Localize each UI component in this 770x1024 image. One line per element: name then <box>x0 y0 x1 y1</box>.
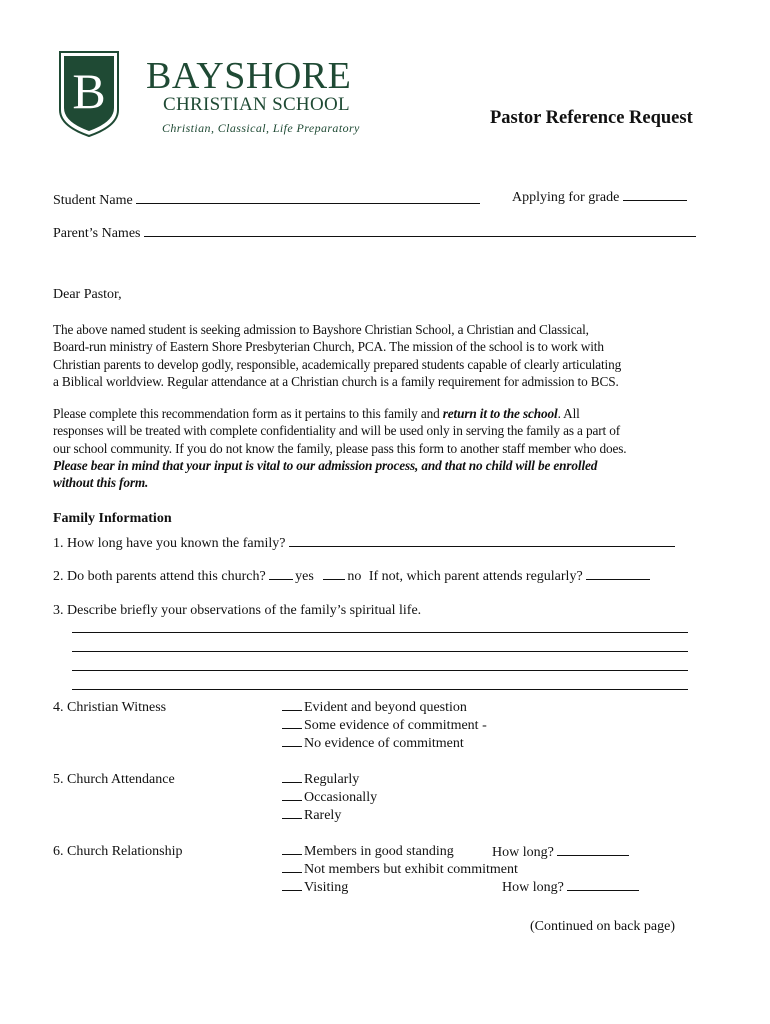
question-2-followup: If not, which parent attends regularly? <box>368 569 583 584</box>
question-6-options <box>282 843 518 897</box>
crest-shield-icon <box>56 48 122 138</box>
question-2 <box>53 567 650 585</box>
instructions-line: responses will be treated with complete confidentiality and will be used only in serving the family as a part of <box>53 423 620 439</box>
grade-row <box>512 188 687 206</box>
applying-grade-label: Applying for grade <box>512 190 620 205</box>
yes-label: yes <box>295 569 314 584</box>
how-long-row-1: How long? <box>492 843 629 861</box>
svg-text:B: B <box>72 63 106 119</box>
question-3-answer-area[interactable] <box>72 620 688 690</box>
option-row[interactable]: Some evidence of commitment - <box>282 717 487 735</box>
continued-note: (Continued on back page) <box>530 919 676 934</box>
school-crest <box>56 48 122 138</box>
no-blank[interactable] <box>323 568 345 580</box>
option-row[interactable]: Members in good standing <box>282 843 518 861</box>
student-name-field[interactable] <box>136 191 480 204</box>
intro-line: The above named student is seeking admission to Bayshore Christian School, a Christian and Classical, <box>53 322 589 337</box>
school-tagline: Christian, Classical, Life Preparatory <box>162 121 360 135</box>
emphasis-line: Please bear in mind that your input is vital to our admission process, and that no child will be enrolled <box>53 457 598 473</box>
question-4-options <box>282 699 487 753</box>
parent-names-label: Parent’s Names <box>53 226 141 241</box>
family-info-heading: Family Information <box>53 511 172 526</box>
question-5-label: 5. Church Attendance <box>53 772 175 787</box>
form-title: Pastor Reference Request <box>490 108 693 128</box>
intro-line: a Biblical worldview. Regular attendance at a Christian church is a family requirement for admission to BCS. <box>53 373 619 389</box>
question-2-field[interactable] <box>586 567 650 580</box>
school-name: BAYSHORE <box>146 55 352 97</box>
option-row[interactable]: Visiting <box>282 879 518 897</box>
question-6-label: 6. Church Relationship <box>53 844 183 859</box>
student-name-label: Student Name <box>53 193 133 208</box>
intro-paragraph <box>53 321 713 390</box>
question-1 <box>53 534 675 552</box>
instructions-paragraph <box>53 405 713 491</box>
question-4-label: 4. Christian Witness <box>53 700 167 715</box>
how-long-field-1[interactable] <box>557 843 629 856</box>
option-row[interactable]: No evidence of commitment <box>282 735 487 753</box>
how-long-field-2[interactable] <box>567 878 639 891</box>
school-type: CHRISTIAN SCHOOL <box>163 94 350 115</box>
intro-line: Board-run ministry of Eastern Shore Presbyterian Church, PCA. The mission of the school is to work with <box>53 339 604 355</box>
question-1-field[interactable] <box>289 534 675 547</box>
question-5-options <box>282 771 377 825</box>
option-row[interactable]: Occasionally <box>282 789 377 807</box>
instructions-line: Please complete this recommendation form as it pertains to this family and return it to the school. All <box>53 406 580 421</box>
greeting: Dear Pastor, <box>53 287 122 302</box>
option-row[interactable]: Rarely <box>282 807 377 825</box>
emphasis-line: without this form. <box>53 475 149 491</box>
option-row[interactable]: Not members but exhibit commitment <box>282 861 518 879</box>
option-row[interactable]: Regularly <box>282 771 377 789</box>
return-emphasis: return it to the school <box>442 406 558 421</box>
intro-line: Christian parents to develop godly, responsible, academically prepared students capable of clearly articulating <box>53 356 622 372</box>
parent-names-field[interactable] <box>144 224 696 237</box>
question-3: 3. Describe briefly your observations of the family’s spiritual life. <box>53 603 422 618</box>
yes-blank[interactable] <box>269 568 293 580</box>
how-long-row-2: How long? <box>502 878 639 896</box>
option-row[interactable]: Evident and beyond question <box>282 699 487 717</box>
no-label: no <box>347 569 362 584</box>
parent-names-row <box>53 224 696 242</box>
question-1-label: 1. How long have you known the family? <box>53 536 286 551</box>
question-2-label: 2. Do both parents attend this church? <box>53 569 266 584</box>
student-name-row <box>53 191 480 209</box>
instructions-line: our school community. If you do not know the family, please pass this form to another staff member who does. <box>53 440 627 456</box>
applying-grade-field[interactable] <box>623 188 687 201</box>
